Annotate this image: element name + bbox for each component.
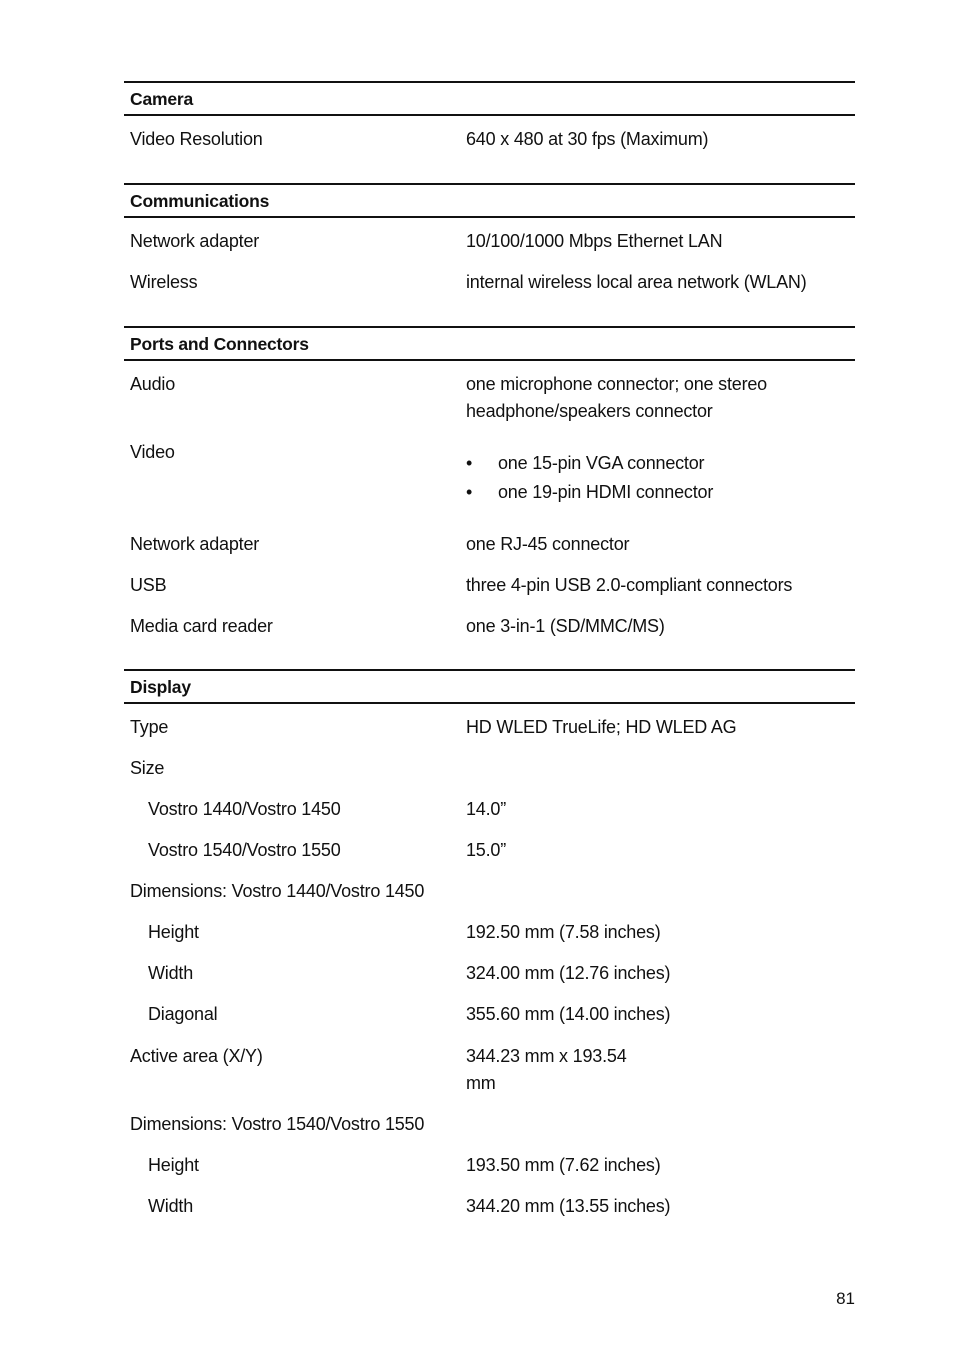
spec-label: Wireless	[130, 272, 198, 292]
spec-value: 193.50 mm (7.62 inches)	[466, 1155, 661, 1175]
spec-label: Width	[148, 963, 194, 983]
spec-value: 14.0”	[466, 799, 507, 819]
section-camera	[124, 81, 855, 149]
spec-label: Vostro 1440/Vostro 1450	[148, 799, 341, 819]
spec-label: Height	[148, 1155, 199, 1175]
spec-value: internal wireless local area network (WLAN)	[466, 272, 807, 292]
spec-label: Width	[148, 1196, 194, 1216]
spec-label: Network adapter	[130, 534, 260, 554]
section-header-camera: Camera	[124, 81, 855, 116]
spec-value: one microphone connector; one stereo headphone/speakers connector	[466, 374, 767, 421]
spec-value: three 4-pin USB 2.0-compliant connectors	[466, 575, 793, 595]
section-display	[124, 669, 855, 1216]
section-header-display: Display	[124, 669, 855, 704]
spec-label: USB	[130, 575, 167, 595]
spec-label: Media card reader	[130, 616, 273, 636]
spec-label: Size	[130, 758, 165, 778]
spec-label: Video Resolution	[130, 129, 263, 149]
video-connector-list	[466, 449, 713, 507]
spec-label: Type	[130, 717, 169, 737]
spec-value: 15.0”	[466, 840, 507, 860]
spec-label: Diagonal	[148, 1004, 218, 1024]
bullet-marker: •	[466, 453, 473, 473]
list-item-text: one 19-pin HDMI connector	[498, 482, 714, 502]
spec-value: 324.00 mm (12.76 inches)	[466, 963, 671, 983]
spec-label: Video	[130, 442, 175, 462]
bullet-marker: •	[466, 482, 473, 502]
section-communications	[124, 183, 855, 292]
spec-label: Height	[148, 922, 199, 942]
spec-value: one 3-in-1 (SD/MMC/MS)	[466, 616, 665, 636]
spec-value-line: mm	[466, 1073, 496, 1093]
spec-value	[466, 1043, 846, 1097]
spec-value: 10/100/1000 Mbps Ethernet LAN	[466, 231, 723, 251]
spec-value: 640 x 480 at 30 fps (Maximum)	[466, 129, 709, 149]
spec-label: Dimensions: Vostro 1440/Vostro 1450	[130, 881, 425, 901]
section-ports-connectors	[124, 326, 855, 636]
spec-value: 192.50 mm (7.58 inches)	[466, 922, 661, 942]
spec-label: Vostro 1540/Vostro 1550	[148, 840, 341, 860]
list-item-text: one 15-pin VGA connector	[498, 453, 705, 473]
list-item	[466, 478, 713, 507]
spec-value: one RJ-45 connector	[466, 534, 630, 554]
spec-value: 344.20 mm (13.55 inches)	[466, 1196, 671, 1216]
section-header-ports-connectors: Ports and Connectors	[124, 326, 855, 361]
spec-label: Network adapter	[130, 231, 260, 251]
spec-value-line: 344.23 mm x 193.54	[466, 1046, 627, 1066]
spec-label: Active area (X/Y)	[130, 1046, 263, 1066]
spec-label: Audio	[130, 374, 176, 394]
section-header-communications: Communications	[124, 183, 855, 218]
spec-label: Dimensions: Vostro 1540/Vostro 1550	[130, 1114, 425, 1134]
spec-value: 355.60 mm (14.00 inches)	[466, 1004, 671, 1024]
spec-value: HD WLED TrueLife; HD WLED AG	[466, 717, 737, 737]
page-number: 81	[836, 1289, 855, 1308]
list-item	[466, 449, 713, 478]
